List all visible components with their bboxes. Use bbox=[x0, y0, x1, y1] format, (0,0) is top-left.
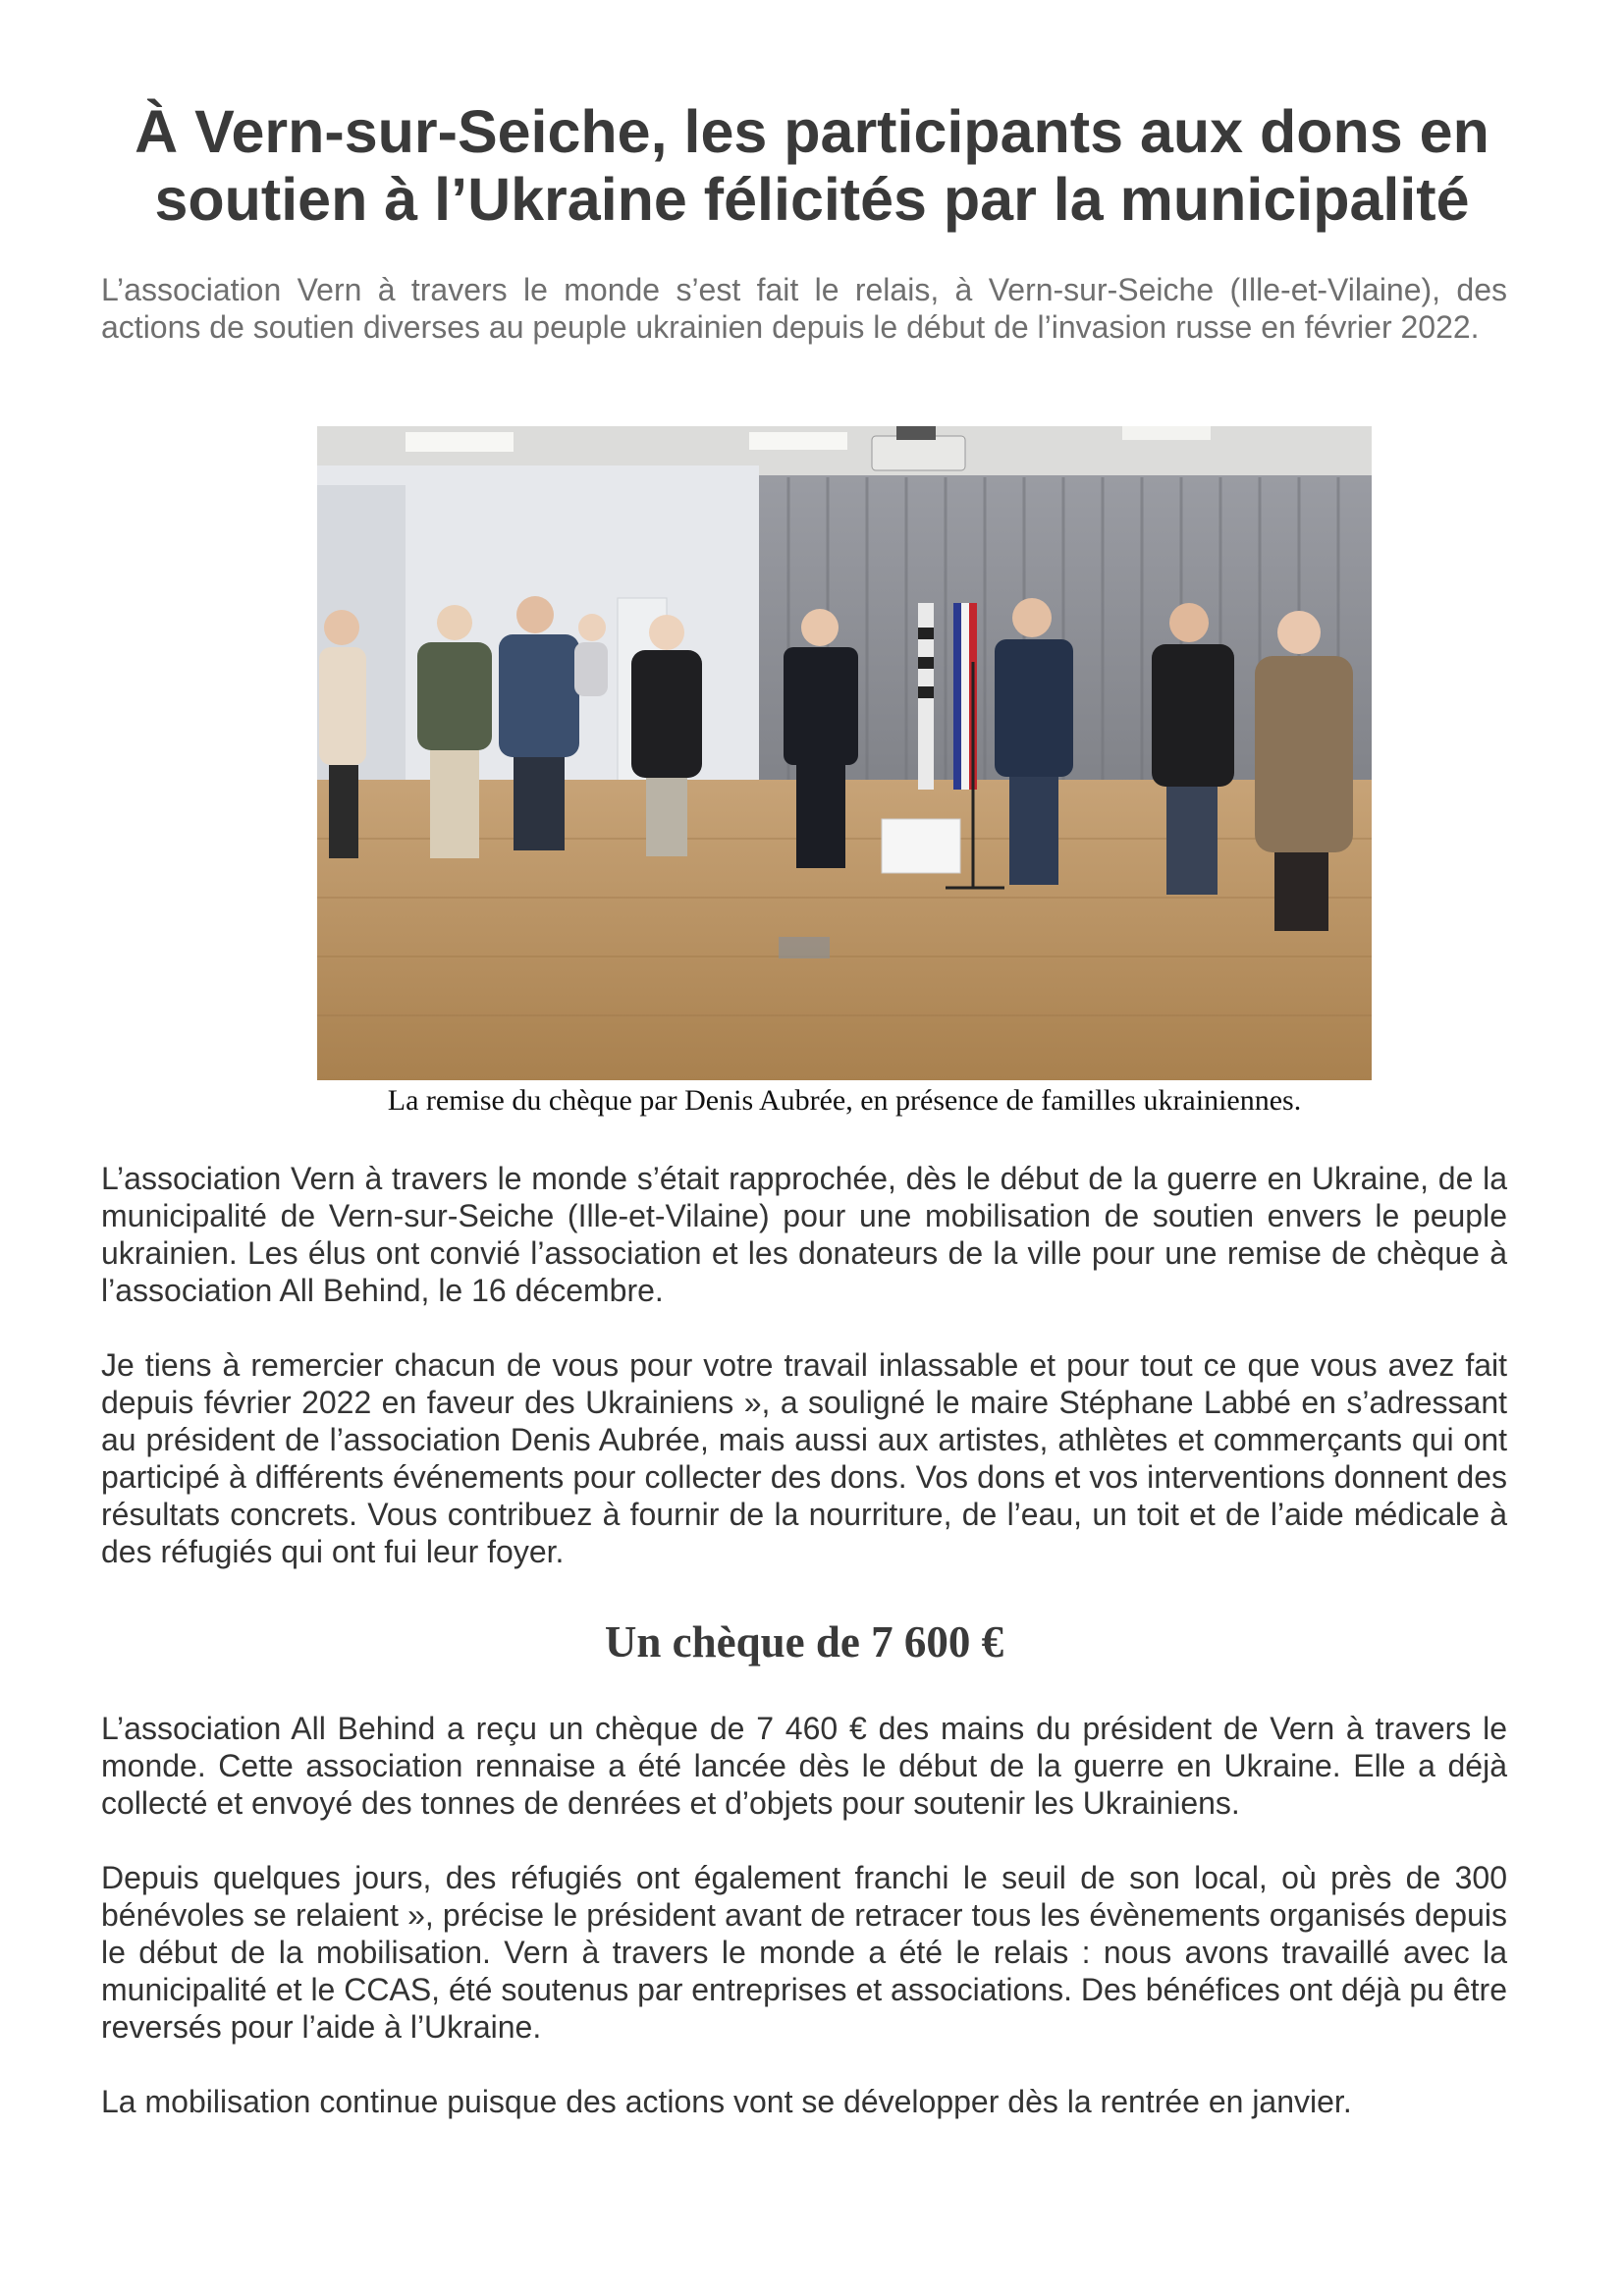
article-lead: L’association Vern à travers le monde s’est fait le relais, à Vern-sur-Seiche (Ille-et-Vilaine), des actions de soutien diverses au peuple ukrainien depuis le début de l’invasion russe en février 2022. bbox=[101, 272, 1507, 345]
photo-caption: La remise du chèque par Denis Aubrée, en présence de familles ukrainiennes. bbox=[387, 1084, 1302, 1117]
paragraph-3: L’association All Behind a reçu un chèque de 7 460 € des mains du président de Vern à travers le monde. Cette association rennaise a été lancée dès le début de la guerre en Ukraine. Elle a déjà collecté et envoyé des tonnes de denrées et d’objets pour soutenir les Ukrainiens. bbox=[101, 1711, 1507, 1821]
paragraph-1: L’association Vern à travers le monde s’était rapprochée, dès le début de la guerre en Ukraine, de la municipalité de Vern-sur-Seiche (Ille-et-Vilaine) pour une mobilisation de soutien envers le peuple ukrainien. Les élus ont convié l’association et les donateurs de la ville pour une remise de chèque à l’association All Behind, le 16 décembre. bbox=[101, 1161, 1507, 1308]
paragraph-5: La mobilisation continue puisque des actions vont se développer dès la rentrée en janvier. bbox=[101, 2084, 1352, 2119]
section-heading: Un chèque de 7 600 € bbox=[604, 1617, 1004, 1667]
article-photo bbox=[317, 426, 1372, 1080]
article-title: À Vern-sur-Seiche, les participants aux dons en soutien à l’Ukraine félicités par la municipalité bbox=[135, 98, 1489, 233]
photo-illustration bbox=[317, 426, 1372, 1080]
paragraph-2: Je tiens à remercier chacun de vous pour votre travail inlassable et pour tout ce que vous avez fait depuis février 2022 en faveur des Ukrainiens », a souligné le maire Stéphane Labbé en s’adressant au président de l’association Denis Aubrée, mais aussi aux artistes, athlètes et commerçants qui ont participé à différents événements pour collecter des dons. Vos dons et vos interventions donnent des résultats concrets. Vous contribuez à fournir de la nourriture, de l’eau, un toit et de l’aide médicale à des réfugiés qui ont fui leur foyer. bbox=[101, 1347, 1507, 1569]
paragraph-4: Depuis quelques jours, des réfugiés ont également franchi le seuil de son local, où près de 300 bénévoles se relaient », précise le président avant de retracer tous les évènements organisés depuis le début de la mobilisation. Vern à travers le monde a été le relais : nous avons travaillé avec la municipalité et le CCAS, été soutenus par entreprises et associations. Des bénéfices ont déjà pu être reversés pour l’aide à l’Ukraine. bbox=[101, 1860, 1507, 2045]
